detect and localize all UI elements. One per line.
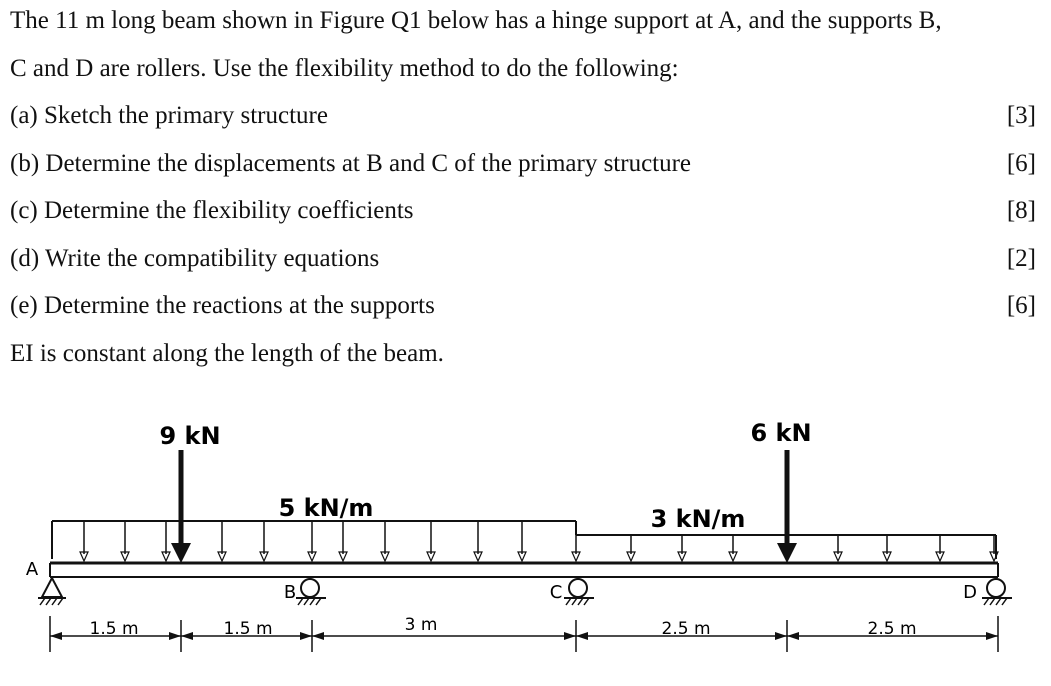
support-a-label: A (25, 559, 39, 580)
udl-5-arrow-3 (162, 522, 170, 561)
point-load-6kn-label: 6 kN (750, 419, 812, 447)
dim-label-3: 3 m (404, 615, 438, 635)
point-load-9kn (171, 450, 191, 563)
udl-5-arrow-9 (427, 522, 435, 561)
support-d-label: D (963, 582, 977, 603)
dim-label-5: 2.5 m (867, 619, 917, 639)
beam-figure (0, 405, 1051, 686)
part-e-text: (e) Determine the reactions at the supports (10, 292, 435, 319)
part-b-marks: [6] (1006, 150, 1036, 177)
udl-3-arrow-5 (883, 536, 891, 561)
udl-5-arrow-10 (474, 522, 482, 561)
part-a-text: (a) Sketch the primary structure (10, 102, 328, 129)
dim-label-2: 1.5 m (223, 619, 273, 639)
part-d-text: (d) Write the compatibility equations (10, 245, 380, 272)
support-a-hinge (38, 578, 66, 605)
part-d-marks: [2] (1006, 245, 1036, 272)
closing-line: EI is constant along the length of the beam. (10, 340, 444, 367)
udl-5-label: 5 kN/m (278, 494, 374, 522)
udl-3-label: 3 kN/m (650, 505, 746, 533)
udl-5-arrow-5 (260, 522, 268, 561)
udl-5-arrow-11 (518, 522, 526, 561)
intro-line-2: C and D are rollers. Use the flexibility method to do the following: (10, 55, 679, 82)
udl-5-arrow-8 (381, 522, 389, 561)
support-b-roller (296, 579, 326, 605)
udl-5-arrow-6 (308, 522, 316, 561)
part-c-marks: [8] (1006, 197, 1036, 224)
udl-3-arrows (627, 536, 998, 561)
udl-5-frame (52, 521, 576, 559)
support-d-roller (982, 579, 1012, 605)
udl-3-arrow-6 (936, 536, 944, 561)
udl-3-arrow-4 (834, 536, 842, 561)
part-e-marks: [6] (1006, 292, 1036, 319)
support-b-label: B (283, 582, 297, 603)
udl-5-arrow-2 (121, 522, 129, 561)
udl-5-arrow-12 (572, 522, 580, 561)
udl-5-arrows (80, 522, 580, 561)
udl-3-arrow-3 (729, 536, 737, 561)
point-load-9kn-label: 9 kN (159, 422, 221, 450)
support-c-roller (564, 579, 594, 605)
udl-5-arrow-1 (80, 522, 88, 561)
support-c-label: C (549, 582, 563, 603)
dim-label-1: 1.5 m (89, 619, 139, 639)
intro-line-1: The 11 m long beam shown in Figure Q1 below has a hinge support at A, and the supports B, (10, 7, 942, 34)
udl-3-arrow-1 (627, 536, 635, 561)
part-a-marks: [3] (1006, 102, 1036, 129)
dimension-line (50, 616, 998, 652)
udl-3-arrow-2 (678, 536, 686, 561)
udl-5-arrow-7 (339, 522, 347, 561)
point-load-6kn (777, 450, 797, 563)
part-c-text: (c) Determine the flexibility coefficients (10, 197, 414, 224)
dim-label-4: 2.5 m (661, 619, 711, 639)
udl-5-arrow-4 (218, 522, 226, 561)
part-b-text: (b) Determine the displacements at B and C of the primary structure (10, 150, 692, 177)
beam (50, 563, 998, 577)
